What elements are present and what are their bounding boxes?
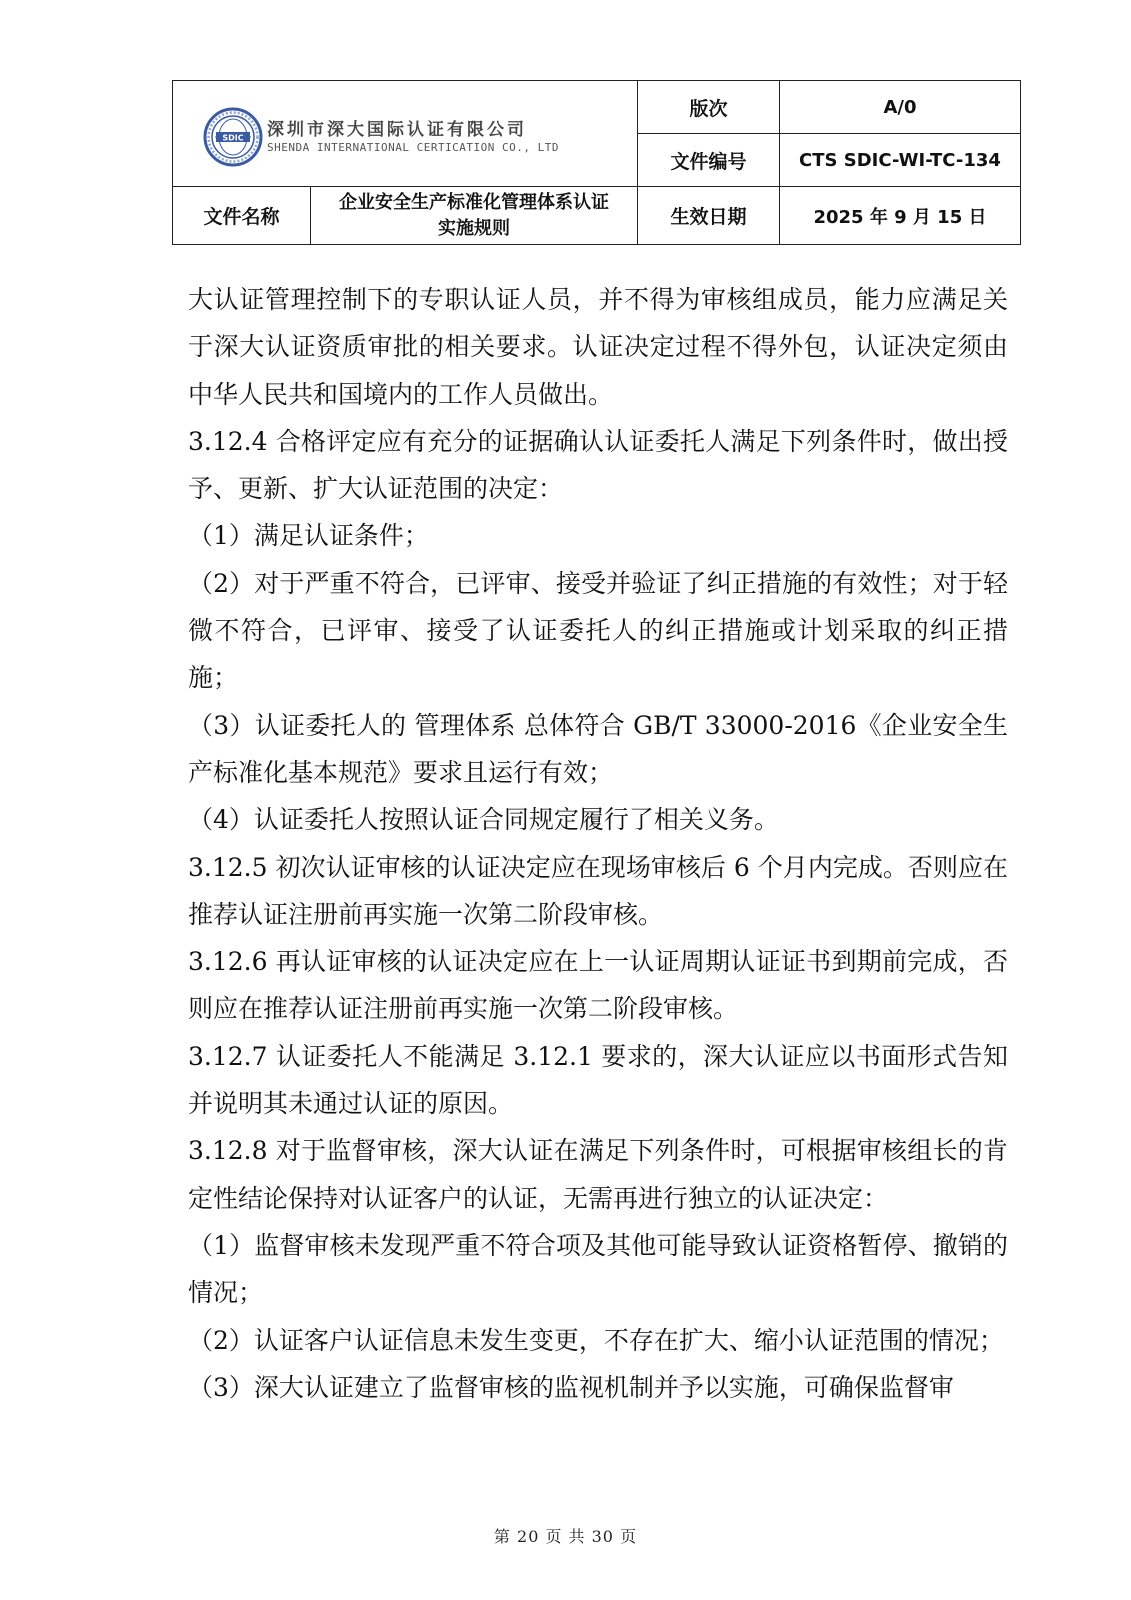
- version-label: 版次: [638, 81, 780, 134]
- paragraph: （3）深大认证建立了监督审核的监视机制并予以实施，可确保监督审: [188, 1372, 954, 1402]
- paragraph: 3.12.7 认证委托人不能满足 3.12.1 要求的，深大认证应以书面形式告知并说明其未通过认证的原因。: [188, 1041, 1008, 1119]
- doc-name-cell: [311, 187, 638, 245]
- company-name-cn: 深圳市深大国际认证有限公司: [267, 120, 527, 140]
- version-value: A/0: [780, 81, 1021, 134]
- paragraph: 3.12.6 再认证审核的认证决定应在上一认证周期认证证书到期前完成，否则应在推荐认证注册前再实施一次第二阶段审核。: [188, 947, 1008, 1024]
- seal-text: SDIC: [222, 133, 244, 143]
- document-body: [188, 276, 1008, 1411]
- paragraph: 3.12.8 对于监督审核，深大认证在满足下列条件时，可根据审核组长的肯定性结论保持对认证客户的认证，无需再进行独立的认证决定：: [188, 1136, 1008, 1213]
- effective-date-value: 2025 年 9 月 15 日: [780, 187, 1021, 245]
- paragraph: （2）对于严重不符合，已评审、接受并验证了纠正措施的有效性；对于轻微不符合，已评审、接受了认证委托人的纠正措施或计划采取的纠正措施；: [188, 568, 1008, 693]
- company-seal-icon: [203, 107, 263, 167]
- paragraph: 3.12.4 合格评定应有充分的证据确认认证委托人满足下列条件时，做出授予、更新、扩大认证范围的决定：: [188, 426, 1008, 504]
- document-header-table: [172, 80, 1021, 245]
- paragraph: （1）监督审核未发现严重不符合项及其他可能导致认证资格暂停、撤销的情况；: [188, 1230, 1008, 1308]
- paragraph: 3.12.5 初次认证审核的认证决定应在现场审核后 6 个月内完成。否则应在推荐认证注册前再实施一次第二阶段审核。: [188, 852, 1008, 929]
- paragraph: （3）认证委托人的 管理体系 总体符合 GB/T 33000-2016《企业安全生产标准化基本规范》要求且运行有效；: [188, 710, 1008, 787]
- doc-name-value: 企业安全生产标准化管理体系认证实施规则: [339, 191, 609, 239]
- paragraph: （1）满足认证条件；: [188, 521, 429, 551]
- effective-date-label: 生效日期: [638, 187, 780, 245]
- company-logo-cell: [173, 81, 638, 187]
- doc-name-label: 文件名称: [173, 187, 311, 245]
- paragraph: （4）认证委托人按照认证合同规定履行了相关义务。: [188, 805, 779, 835]
- company-logo: [203, 107, 623, 167]
- doc-number-value: CTS SDIC-WI-TC-134: [780, 134, 1021, 187]
- doc-number-label: 文件编号: [638, 134, 780, 187]
- paragraph: （2）认证客户认证信息未发生变更，不存在扩大、缩小认证范围的情况；: [188, 1325, 1004, 1355]
- paragraph: 大认证管理控制下的专职认证人员，并不得为审核组成员，能力应满足关于深大认证资质审批的相关要求。认证决定过程不得外包，认证决定须由中华人民共和国境内的工作人员做出。: [188, 285, 1008, 409]
- page-number-footer: 第 20 页 共 30 页: [493, 1527, 638, 1546]
- company-name-en: SHENDA INTERNATIONAL CERTICATION CO., LTD: [267, 141, 560, 154]
